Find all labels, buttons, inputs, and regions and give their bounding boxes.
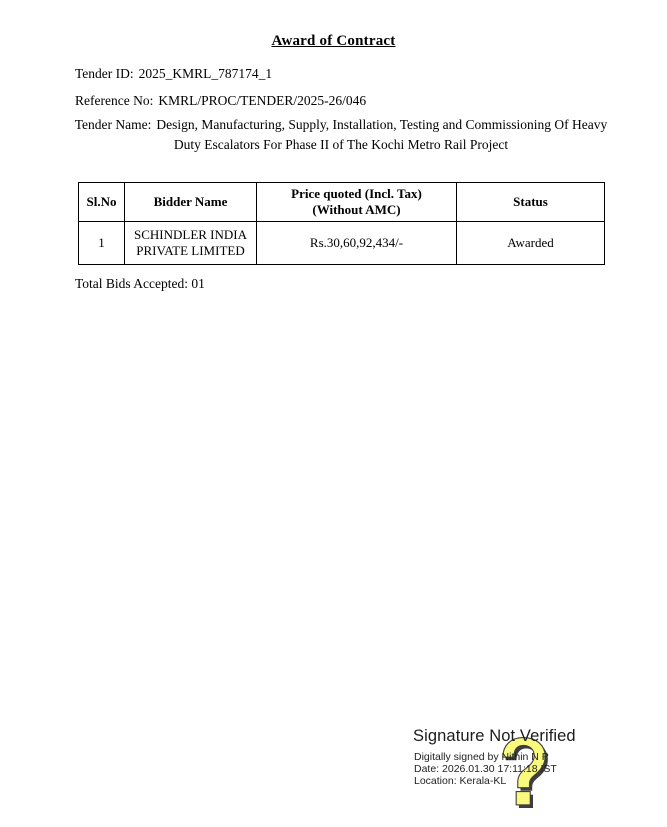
signature-date: Date: 2026.01.30 17:11:18 IST: [414, 763, 557, 775]
digital-signature-stamp[interactable]: [413, 727, 628, 819]
cell-slno: 1: [79, 222, 125, 265]
signature-signed-by: Digitally signed by Nithin N P: [414, 751, 549, 763]
header-slno: Sl.No: [79, 183, 125, 222]
total-bids-accepted: Total Bids Accepted: 01: [75, 276, 205, 291]
signature-location: Location: Kerala-KL: [414, 775, 507, 787]
cell-price: Rs.30,60,92,434/-: [257, 222, 457, 265]
bids-table: [78, 182, 605, 265]
tender-name-line: [72, 115, 610, 154]
reference-no-label: Reference No:: [75, 93, 154, 108]
tender-id-line: [75, 66, 272, 82]
cell-status: Awarded: [457, 222, 605, 265]
page-title: Award of Contract: [271, 33, 396, 49]
table-row: [79, 222, 605, 265]
header-price-quoted: Price quoted (Incl. Tax) (Without AMC): [257, 183, 457, 222]
header-status: Status: [457, 183, 605, 222]
reference-no-line: [75, 93, 366, 109]
header-bidder-name: Bidder Name: [125, 183, 257, 222]
tender-id-label: Tender ID:: [75, 66, 134, 81]
reference-no-value: KMRL/PROC/TENDER/2025-26/046: [158, 93, 367, 108]
tender-name-label: Tender Name:: [74, 117, 152, 132]
tender-id-value: 2025_KMRL_787174_1: [138, 66, 273, 81]
tender-name-value: Design, Manufacturing, Supply, Installation, Testing and Commissioning Of Heavy Duty Escalators For Phase II of The Kochi Metro Rail Project: [156, 117, 608, 152]
cell-bidder-name: SCHINDLER INDIA PRIVATE LIMITED: [125, 222, 257, 265]
table-header-row: [79, 183, 605, 222]
signature-status-text: Signature Not Verified: [413, 727, 576, 745]
